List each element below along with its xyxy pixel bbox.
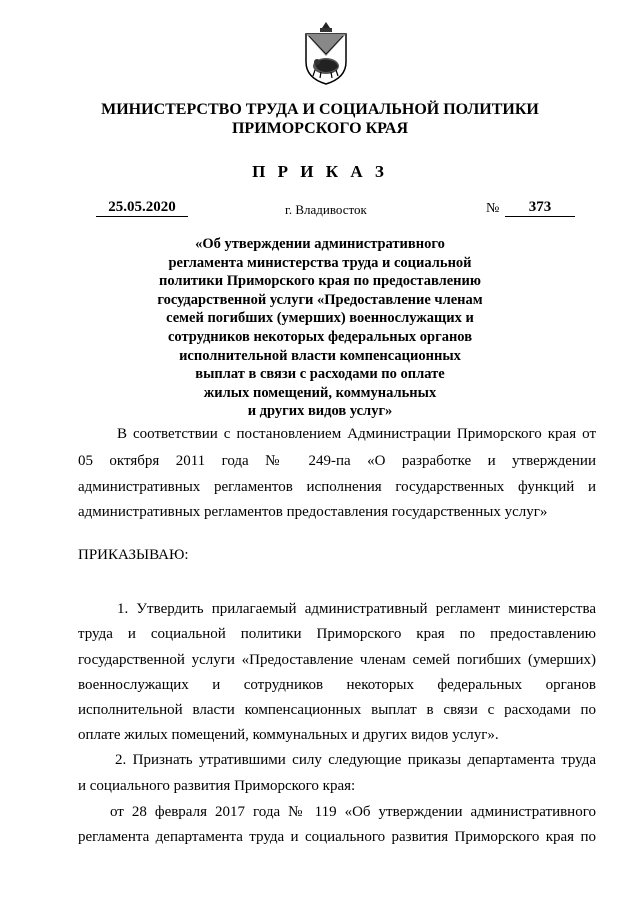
item2-sub-line: регламента департамента труда и социального развития Приморского края по bbox=[78, 829, 596, 845]
subject-line: выплат в связи с расходами по оплате bbox=[195, 366, 445, 383]
item1-line: 1. Утвердить прилагаемый административный регламент министерства bbox=[117, 601, 596, 617]
ministry-name bbox=[0, 100, 640, 138]
order-date: 25.05.2020 bbox=[96, 198, 188, 217]
item1-line: труда и социальной политики Приморского края по предоставлению bbox=[78, 626, 596, 642]
preamble-line: В соответствии с постановлением Администрации Приморского края от bbox=[117, 426, 596, 442]
item2-line: и социального развития Приморского края: bbox=[78, 778, 356, 794]
item1-line: исполнительной власти компенсационных выплат в связи с расходами по bbox=[78, 702, 596, 718]
item1-line: военнослужащих и сотрудников некоторых федеральных органов bbox=[78, 677, 596, 693]
item2-line: 2. Признать утратившими силу следующие приказы департамента труда bbox=[115, 752, 596, 768]
item1-line: оплате жилых помещений, коммунальных и других видов услуг». bbox=[78, 727, 499, 743]
order-number: 373 bbox=[505, 198, 575, 217]
coat-of-arms-icon bbox=[303, 20, 349, 86]
item1-line: государственной услуги «Предоставление членам семей погибших (умерших) bbox=[78, 652, 596, 668]
subject-line: и других видов услуг» bbox=[247, 403, 393, 420]
ministry-line-1: МИНИСТЕРСТВО ТРУДА И СОЦИАЛЬНОЙ ПОЛИТИКИ bbox=[101, 101, 539, 118]
preamble-line: административных регламентов предоставления государственных услуг» bbox=[78, 504, 548, 520]
preamble-line: административных регламентов исполнения государственных функций и bbox=[78, 479, 596, 495]
subject-line: государственной услуги «Предоставление членам bbox=[157, 291, 483, 308]
subject-line: жилых помещений, коммунальных bbox=[203, 384, 437, 401]
preamble-line: 05 октября 2011 года № 249-па «О разработке и утверждении bbox=[78, 453, 596, 469]
order-city: г. Владивосток bbox=[285, 202, 367, 217]
document-type-title: П Р И К А З bbox=[252, 162, 388, 181]
subject-line: семей погибших (умерших) военнослужащих и bbox=[166, 310, 474, 327]
number-sign: № bbox=[486, 201, 500, 216]
subject-line: «Об утверждении административного bbox=[195, 236, 445, 252]
subject-line: политики Приморского края по предоставлению bbox=[159, 273, 481, 290]
subject-line: сотрудников некоторых федеральных органов bbox=[167, 328, 473, 345]
subject-line: регламента министерства труда и социальной bbox=[168, 254, 472, 271]
order-word: ПРИКАЗЫВАЮ: bbox=[78, 547, 189, 563]
item2-sub-line: от 28 февраля 2017 года № 119 «Об утверждении административного bbox=[110, 804, 596, 820]
subject-line: исполнительной власти компенсационных bbox=[179, 347, 461, 364]
order-subject bbox=[120, 235, 520, 421]
ministry-line-2: ПРИМОРСКОГО КРАЯ bbox=[231, 120, 409, 137]
